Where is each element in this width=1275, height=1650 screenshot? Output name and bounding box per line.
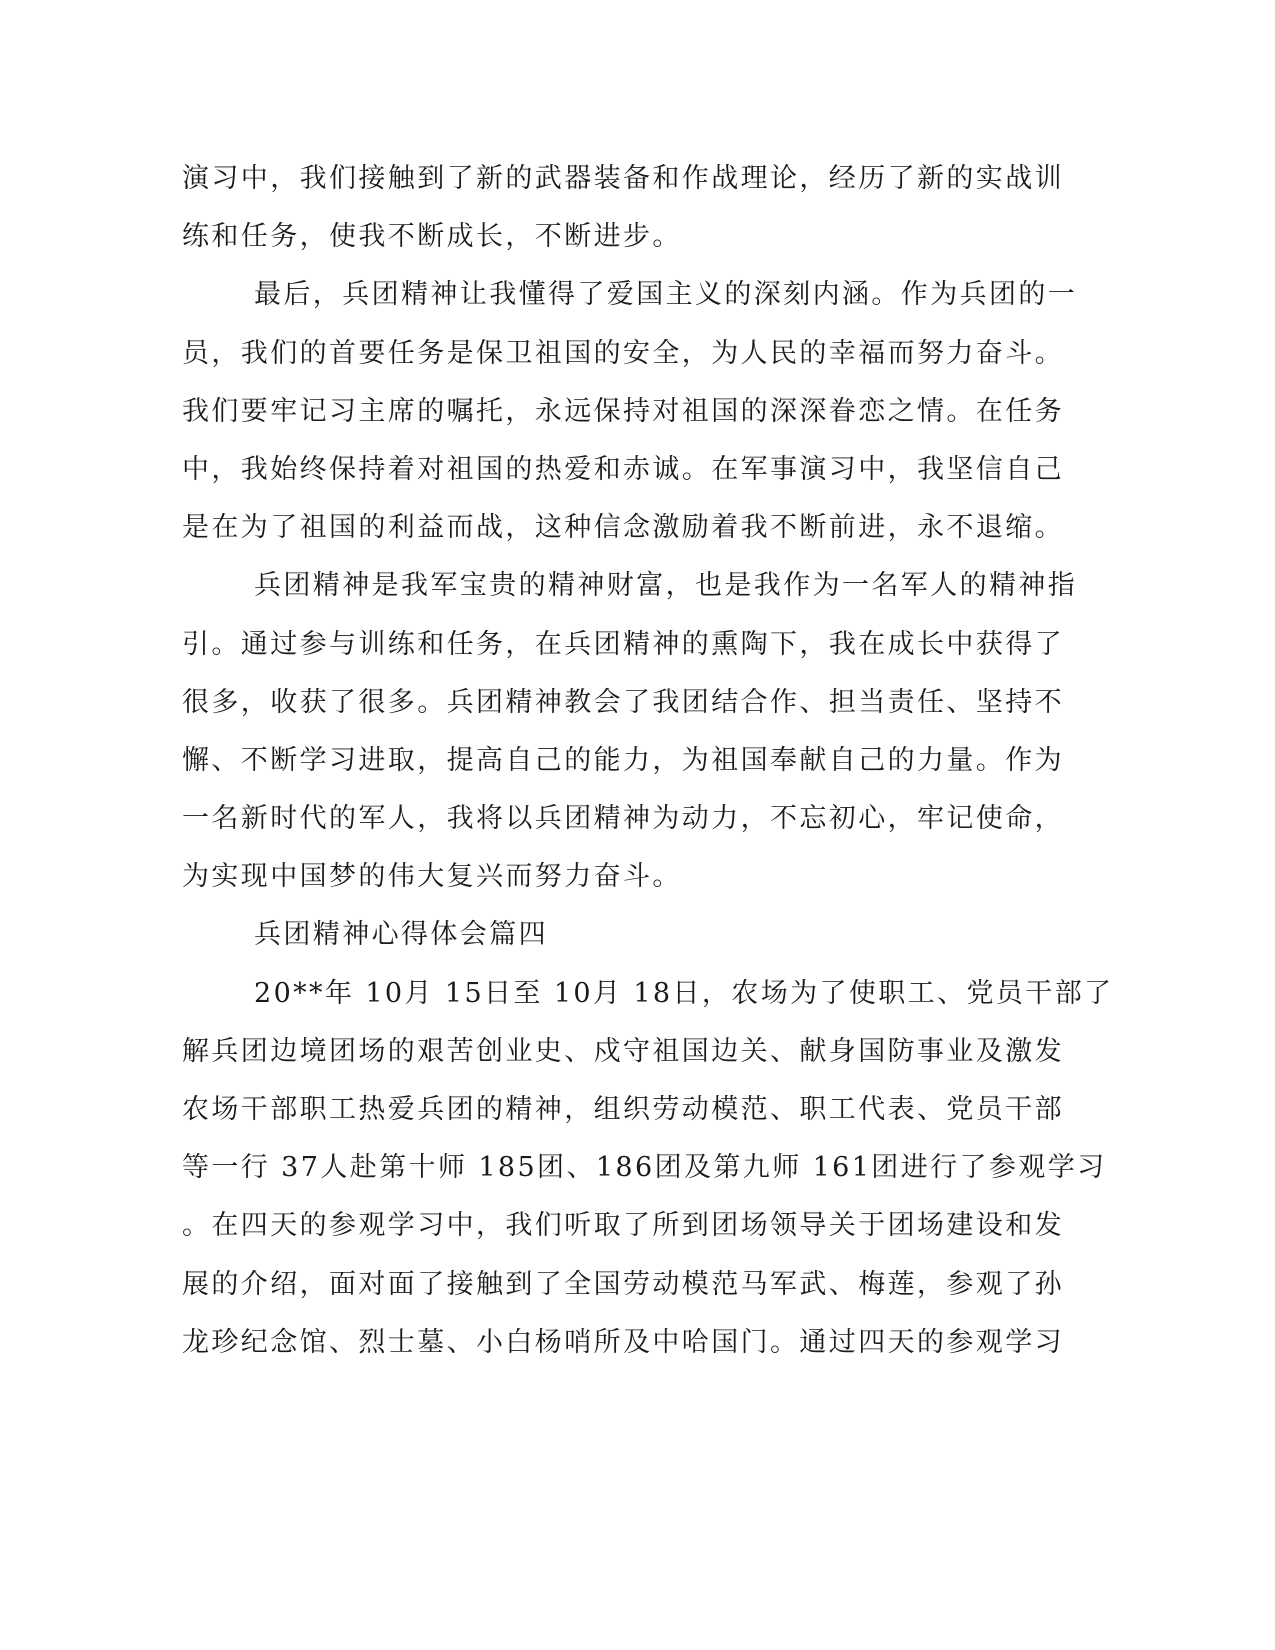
body-line: 演习中，我们接触到了新的武器装备和作战理论，经历了新的实战训 [182,163,1064,194]
body-line: 引。通过参与训练和任务，在兵团精神的熏陶下，我在成长中获得了 [182,628,1064,660]
body-line: 为实现中国梦的伟大复兴而努力奋斗。 [182,861,682,893]
section-heading: 兵团精神心得体会篇四 [254,919,548,951]
body-line: 农场干部职工热爱兵团的精神，组织劳动模范、职工代表、党员干部 [182,1094,1064,1125]
body-line: 。在四天的参观学习中，我们听取了所到团场领导关于团场建设和发 [182,1210,1064,1242]
body-line: 懈、不断学习进取，提高自己的能力，为祖国奉献自己的力量。作为 [182,744,1064,776]
body-line: 等一行 37人赴第十师 185团、186团及第九师 161团进行了参观学习 [182,1152,1107,1184]
body-line: 我们要牢记习主席的嘱托，永远保持对祖国的深深眷恋之情。在任务 [182,395,1064,427]
body-line: 一名新时代的军人，我将以兵团精神为动力，不忘初心，牢记使命， [182,803,1064,835]
body-line: 展的介绍，面对面了接触到了全国劳动模范马军武、梅莲，参观了孙 [182,1268,1064,1300]
paragraph-start-line: 最后，兵团精神让我懂得了爱国主义的深刻内涵。作为兵团的一 [254,279,1078,311]
body-line: 中，我始终保持着对祖国的热爱和赤诚。在军事演习中，我坚信自己 [182,453,1064,485]
body-line: 解兵团边境团场的艰苦创业史、戍守祖国边关、献身国防事业及激发 [182,1035,1064,1067]
document-page [182,150,1114,1372]
body-line: 员，我们的首要任务是保卫祖国的安全，为人民的幸福而努力奋斗。 [182,337,1064,369]
body-line: 是在为了祖国的利益而战，这种信念激励着我不断前进，永不退缩。 [182,512,1064,544]
body-line: 很多，收获了很多。兵团精神教会了我团结合作、担当责任、坚持不 [182,686,1064,718]
body-line: 练和任务，使我不断成长，不断进步。 [182,221,682,253]
body-line: 龙珍纪念馆、烈士墓、小白杨哨所及中哈国门。通过四天的参观学习 [182,1326,1064,1358]
paragraph-start-line: 兵团精神是我军宝贵的精神财富，也是我作为一名军人的精神指 [254,570,1078,602]
paragraph-start-line: 20**年 10月 15日至 10月 18日，农场为了使职工、党员干部了 [254,977,1114,1009]
